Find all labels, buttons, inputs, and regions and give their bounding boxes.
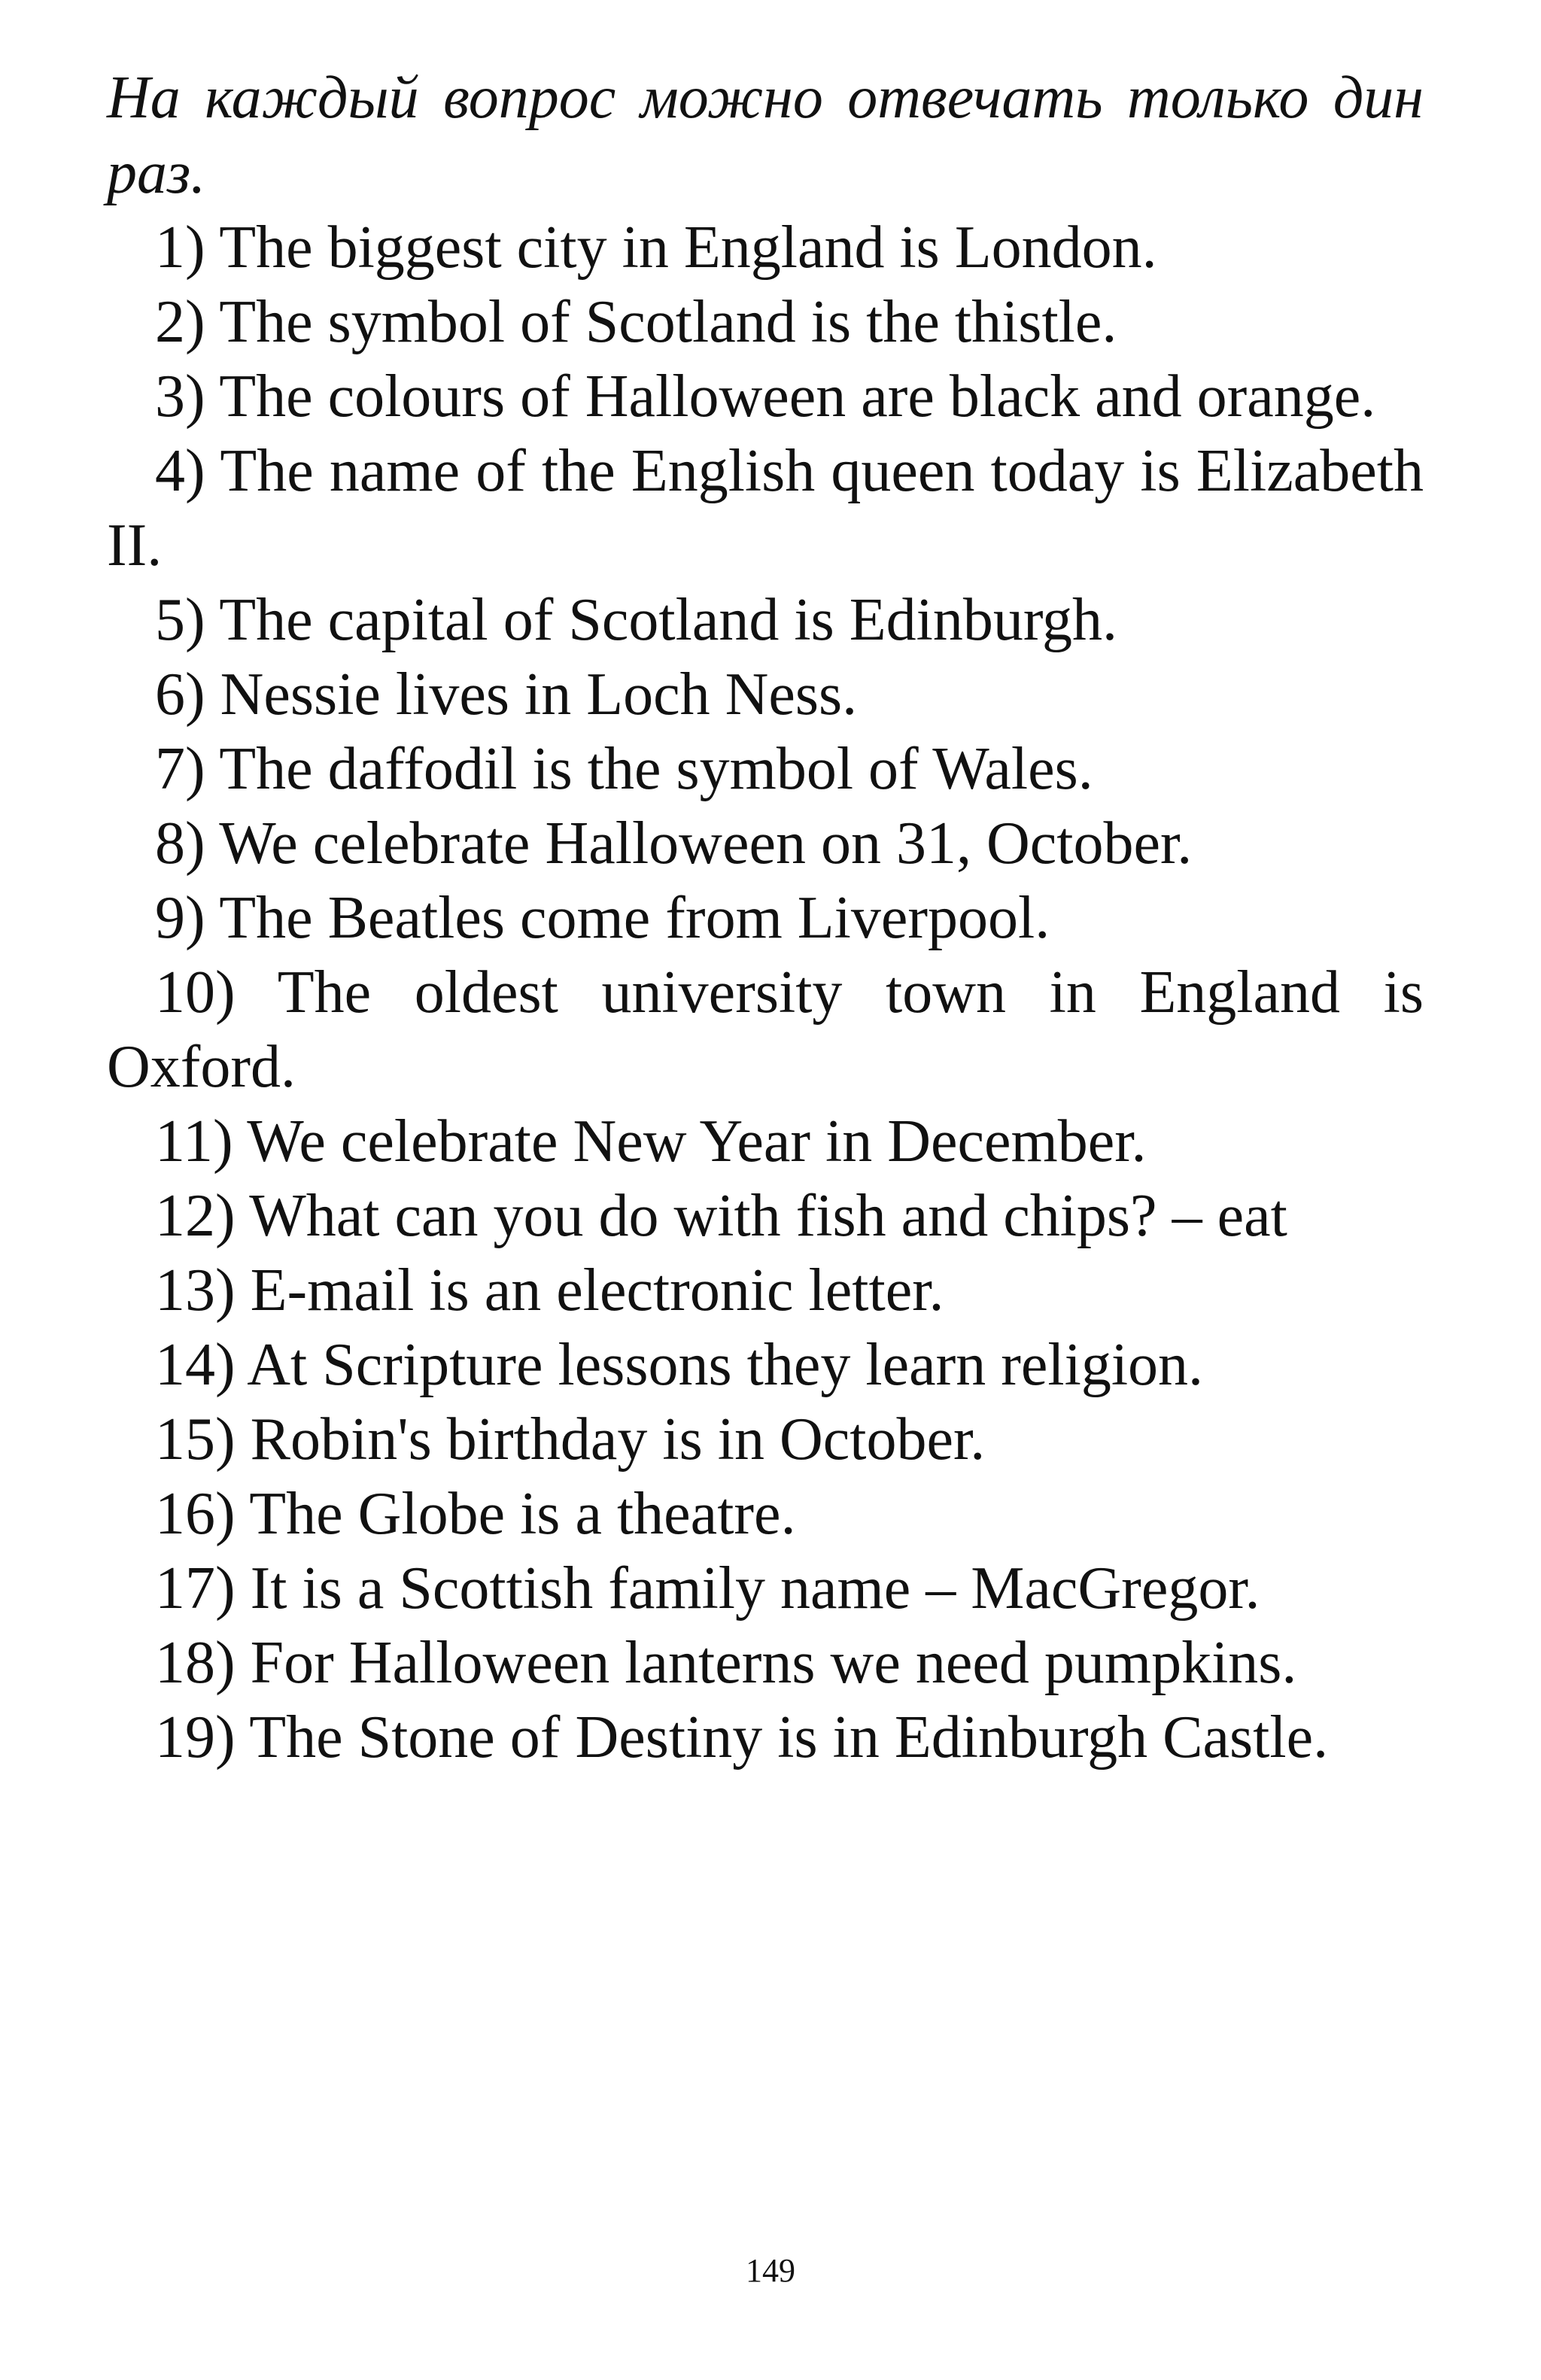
list-item: 7) The daffodil is the symbol of Wales.: [155, 736, 1093, 802]
list-item: 6) Nessie lives in Loch Ness.: [155, 661, 858, 728]
question-list: [107, 211, 1424, 1775]
list-item: 2) The symbol of Scotland is the thistle.: [155, 289, 1117, 355]
list-item: 19) The Stone of Destiny is in Edinburgh Castle.: [155, 1704, 1329, 1771]
list-item: 11) We celebrate New Year in December.: [155, 1108, 1147, 1175]
list-item: 14) At Scripture lessons they learn religion.: [155, 1332, 1204, 1398]
list-item: 18) For Halloween lanterns we need pumpkins.: [155, 1630, 1297, 1696]
list-item: 4) The name of the English queen today is Elizabeth II.: [107, 438, 1424, 579]
list-item: 12) What can you do with fish and chips? – eat: [155, 1183, 1287, 1249]
list-item: 1) The biggest city in England is London.: [155, 214, 1157, 281]
instruction-text: На каждый вопрос можно отвечать только дин раз.: [107, 65, 1424, 206]
list-item: 9) The Beatles come from Liverpool.: [155, 885, 1050, 951]
list-item: 15) Robin's birthday is in October.: [155, 1406, 986, 1473]
list-item: 17) It is a Scottish family name – MacGregor.: [155, 1555, 1260, 1622]
list-item: 16) The Globe is a theatre.: [155, 1481, 796, 1547]
list-item: 10) The oldest university town in England is Oxford.: [107, 959, 1424, 1100]
page-text: [107, 60, 1424, 1775]
list-item: 13) E-mail is an electronic letter.: [155, 1257, 944, 1324]
list-item: 3) The colours of Halloween are black and orange.: [155, 363, 1376, 430]
list-item: 8) We celebrate Halloween on 31, October.: [155, 810, 1193, 877]
list-item: 5) The capital of Scotland is Edinburgh.: [155, 587, 1118, 653]
page-number: 149: [746, 2252, 795, 2289]
